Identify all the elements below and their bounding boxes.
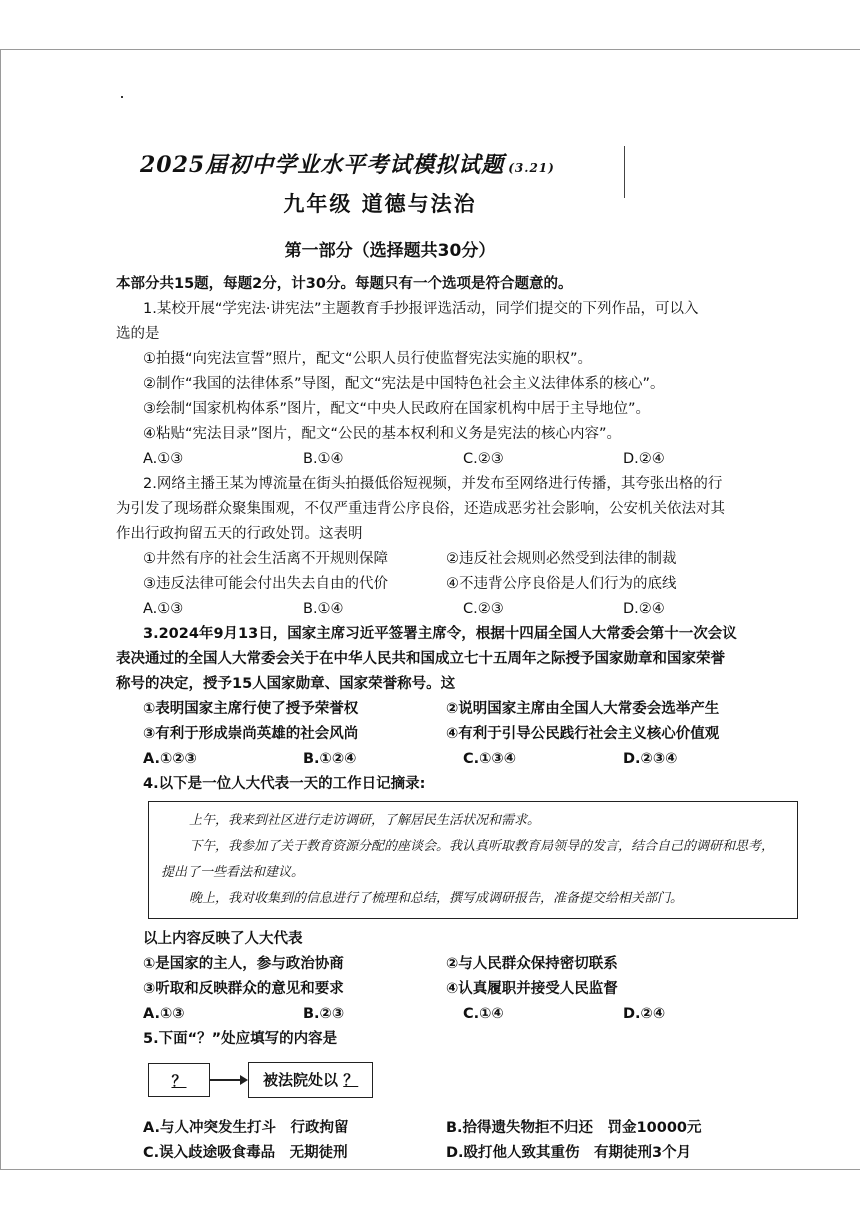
exam-subtitle: 九年级 道德与法治 (283, 191, 477, 216)
exam-title (140, 148, 640, 179)
q5-option-d[interactable]: D.殴打他人致其重伤 有期徒刑3个月 (446, 1145, 692, 1161)
q2-statement-1: ①井然有序的社会生活离不开规则保障 (143, 551, 388, 567)
q3-options (116, 747, 806, 772)
q5-option-c[interactable]: C.误入歧途吸食毒品 无期徒刑 (143, 1145, 348, 1161)
question-3 (116, 622, 806, 772)
q3-stem-line-3: 称号的决定，授予15人国家勋章、国家荣誉称号。这 (116, 676, 456, 692)
q4-statement-3: ③听取和反映群众的意见和要求 (143, 981, 344, 997)
q2-statement-2: ②违反社会规则必然受到法律的制裁 (446, 551, 677, 567)
q1-option-b[interactable]: B.①④ (303, 451, 344, 467)
question-4 (116, 772, 806, 1027)
q2-stem-line-2: 为引发了现场群众聚集围观，不仅严重违背公序良俗，还造成恶劣社会影响，公安机关依法对其 (116, 501, 725, 517)
q5-option-b[interactable]: B.拾得遗失物拒不归还 罚金10000元 (446, 1120, 702, 1136)
q1-stem-line-2: 选的是 (116, 326, 160, 342)
q5-option-a[interactable]: A.与人冲突发生打斗 行政拘留 (143, 1120, 349, 1136)
q5-options-row-1 (116, 1116, 806, 1141)
q4-option-b[interactable]: B.②③ (303, 1006, 345, 1022)
scan-speck (121, 96, 123, 98)
q4-options (116, 1002, 806, 1027)
q3-option-d[interactable]: D.②③④ (623, 751, 678, 767)
q2-options (116, 597, 806, 622)
q1-option-a[interactable]: A.①③ (143, 451, 184, 467)
q2-option-b[interactable]: B.①④ (303, 601, 344, 617)
part-instruction: 本部分共15题，每题2分，计30分。每题只有一个选项是符合题意的。 (116, 276, 573, 292)
q3-option-a[interactable]: A.①②③ (143, 751, 197, 767)
work-diary-box (148, 801, 798, 919)
q4-option-c[interactable]: C.①④ (463, 1006, 504, 1022)
q4-statement-1: ①是国家的主人，参与政治协商 (143, 956, 344, 972)
question-1 (116, 297, 806, 472)
exam-title-text: 2025届初中学业水平考试模拟试题 (140, 152, 505, 178)
diary-evening: 晚上，我对收集到的信息进行了梳理和总结，撰写成调研报告，准备提交给相关部门。 (189, 891, 684, 906)
q3-statements-row-2 (116, 722, 806, 747)
q4-statements-row-1 (116, 952, 806, 977)
q2-stem-line-1: 2.网络主播王某为博流量在街头拍摄低俗短视频，并发布至网络进行传播，其夸张出格的行 (143, 476, 723, 492)
diary-afternoon: 下午，我参加了关于教育资源分配的座谈会。我认真听取教育局领导的发言，结合自己的调研和思考，提出了一些看法和建议。 (161, 839, 775, 880)
diary-morning: 上午，我来到社区进行走访调研，了解居民生活状况和需求。 (189, 813, 541, 828)
q1-stem-line-1: 1.某校开展“学宪法·讲宪法”主题教育手抄报评选活动，同学们提交的下列作品，可以入 (143, 301, 699, 317)
q1-statement-2: ②制作“我国的法律体系”导图，配文“宪法是中国特色社会主义法律体系的核心”。 (143, 376, 665, 392)
q3-statement-3: ③有利于形成崇尚英雄的社会风尚 (143, 726, 359, 742)
q1-statement-1: ①拍摄“向宪法宣誓”照片，配文“公职人员行使监督宪法实施的职权”。 (143, 351, 593, 367)
q1-statement-4: ④粘贴“宪法目录”图片，配文“公民的基本权利和义务是宪法的核心内容”。 (143, 426, 622, 442)
q4-lead: 以上内容反映了人大代表 (143, 931, 303, 947)
q3-statement-2: ②说明国家主席由全国人大常委会选举产生 (446, 701, 720, 717)
q3-option-c[interactable]: C.①③④ (463, 751, 516, 767)
q5-flow-diagram (148, 1060, 806, 1100)
question-2 (116, 472, 806, 622)
q4-stem: 4.以下是一位人大代表一天的工作日记摘录: (143, 776, 426, 792)
q5-box-cause (148, 1063, 210, 1097)
q2-option-d[interactable]: D.②④ (623, 601, 665, 617)
exam-date: (3.21) (508, 161, 555, 175)
q2-statements-row-2 (116, 572, 806, 597)
q3-stem-line-1: 3.2024年9月13日，国家主席习近平签署主席令，根据十四届全国人大常委会第十一次会议 (143, 626, 737, 642)
part-heading: 第一部分（选择题共30分） (284, 241, 496, 261)
right-arrow-icon (210, 1075, 248, 1085)
q4-option-d[interactable]: D.②④ (623, 1006, 666, 1022)
q5-stem: 5.下面“？”处应填写的内容是 (143, 1031, 338, 1047)
question-list (116, 272, 806, 1166)
q1-options (116, 447, 806, 472)
q3-statements-row-1 (116, 697, 806, 722)
q1-statement-3: ③绘制“国家机构体系”图片，配文“中央人民政府在国家机构中居于主导地位”。 (143, 401, 651, 417)
q4-option-a[interactable]: A.①③ (143, 1006, 185, 1022)
q3-statement-1: ①表明国家主席行使了授予荣誉权 (143, 701, 359, 717)
q3-option-b[interactable]: B.①②④ (303, 751, 357, 767)
question-5 (116, 1027, 806, 1166)
q2-option-a[interactable]: A.①③ (143, 601, 184, 617)
page-border-top (0, 49, 860, 50)
q4-statement-4: ④认真履职并接受人民监督 (446, 981, 618, 997)
q5-box-result-blank: ？ (343, 1071, 359, 1089)
q4-statement-2: ②与人民群众保持密切联系 (446, 956, 618, 972)
page-border-bottom (0, 1169, 860, 1170)
q2-statement-4: ④不违背公序良俗是人们行为的底线 (446, 576, 677, 592)
q3-statement-4: ④有利于引导公民践行社会主义核心价值观 (446, 726, 720, 742)
q4-statements-row-2 (116, 977, 806, 1002)
q1-option-c[interactable]: C.②③ (463, 451, 504, 467)
q3-stem-line-2: 表决通过的全国人大常委会关于在中华人民共和国成立七十五周年之际授予国家勋章和国家荣誉 (116, 651, 725, 667)
q2-stem-line-3: 作出行政拘留五天的行政处罚。这表明 (116, 526, 363, 542)
q2-option-c[interactable]: C.②③ (463, 601, 504, 617)
q2-statements-row-1 (116, 547, 806, 572)
q5-box-result (248, 1062, 373, 1098)
q5-options-row-2 (116, 1141, 806, 1166)
q5-box-cause-blank: ？ (171, 1072, 187, 1090)
q5-box-result-text: 被法院处以 (263, 1071, 339, 1089)
q1-option-d[interactable]: D.②④ (623, 451, 665, 467)
q2-statement-3: ③违反法律可能会付出失去自由的代价 (143, 576, 388, 592)
